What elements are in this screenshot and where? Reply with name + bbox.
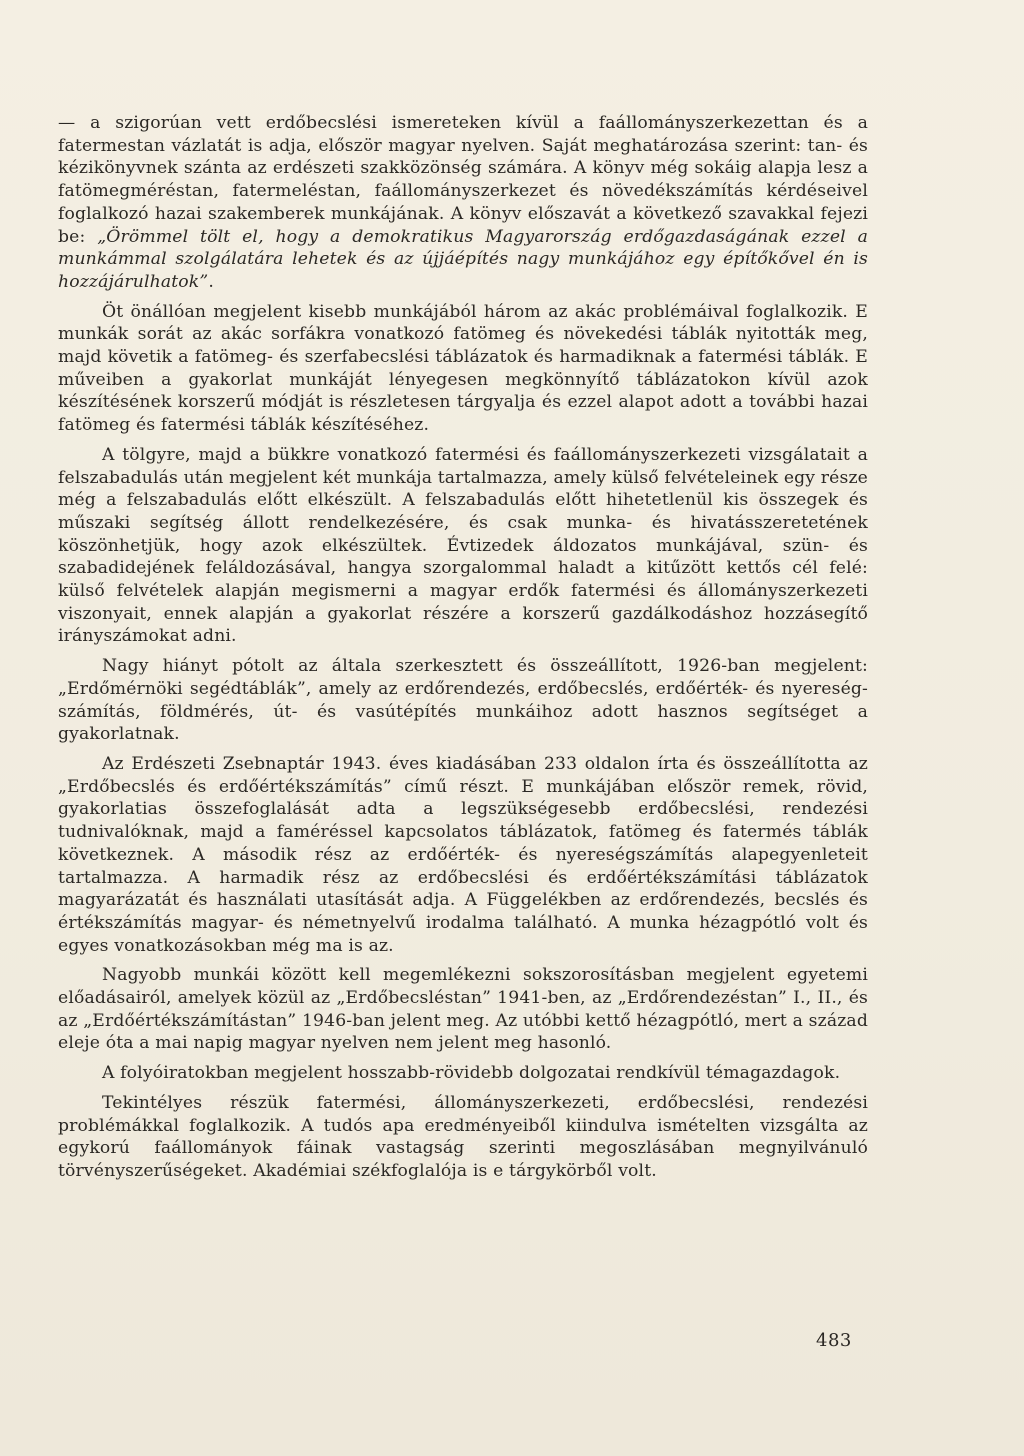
paragraph-3: A tölgyre, majd a bükkre vonatkozó fatermési és faállományszerkezeti vizsgálatait a felszabadulás után megjelent két munkája tartalmazza, amely külső felvételeinek egy része még a felszabadulás előtt elkészült. A felszabadulás előtt hihetetlenül kis összegek és műszaki segítség állott rendelkezésére, és csak munka- és hivatásszeretetének köszönhetjük, hogy azok elkészültek. Évtizedek áldozatos munkájával, szün- és szabadidejének feláldozásával, hangya szorgalommal haladt a kitűzött kettős cél felé: külső felvételek alapján megismerni a magyar erdők fatermési és állományszerkezeti viszonyait, ennek alapján a gyakorlat részére a korszerű gazdálkodáshoz hozzásegítő irányszámokat adni. bbox=[58, 444, 868, 647]
paragraph-7: A folyóiratokban megjelent hosszabb-rövidebb dolgozatai rendkívül témagazdagok. bbox=[102, 1063, 841, 1084]
paragraph-1-text: — a szigorúan vett erdőbecslési ismereteken kívül a faállományszerkezettan és a fatermestan vázlatát is adja, először magyar nyelven. Saját meghatározása szerint: tan- és kézikönyvnek szánta az erdészeti szakközönség számára. A könyv még sokáig alapja lesz a fatömegméréstan, fatermeléstan, faállományszerkezet és növedékszámítás kérdéseivel foglalkozó hazai szakemberek munkájának. A könyv előszavát a következő szavakkal fejezi be: bbox=[58, 113, 868, 247]
preface-quote: „Örömmel tölt el, hogy a demokratikus Magyarország erdőgazdaságának ezzel a munkámmal szolgálatára lehetek és az újjáépítés nagy munkájához egy építőkővel én is hozzájárulhatok” bbox=[58, 226, 868, 292]
paragraph-8: Tekintélyes részük fatermési, állományszerkezeti, erdőbecslési, rendezési problémákkal foglalkozik. A tudós apa eredményeiből kiindulva ismételten vizsgálta az egykorú faállományok fáinak vastagság szerinti megoszlásában megnyilvánuló törvényszerűségeket. Akadémiai székfoglalója is e tárgykörből volt. bbox=[58, 1092, 868, 1181]
page-number: 483 bbox=[816, 1330, 852, 1351]
paragraph-1-end: . bbox=[208, 271, 214, 292]
paragraph-1 bbox=[58, 112, 868, 294]
paragraph-5: Az Erdészeti Zsebnaptár 1943. éves kiadásában 233 oldalon írta és összeállította az „Erdőbecslés és erdőértékszámítás” című részt. E munkájában először remek, rövid, gyakorlatias összefoglalását adta a legszükségesebb erdőbecslési, rendezési tudnivalóknak, majd a faméréssel kapcsolatos táblázatok, fatömeg és fatermés táblák következnek. A második rész az erdőérték- és nyereségszámítás alapegyenleteit tartalmazza. A harmadik rész az erdőbecslési és erdőértékszámítási táblázatok magyarázatát és használati utasítását adja. A Függelékben az erdőrendezés, becslés és értékszámítás magyar- és németnyelvű irodalma található. A munka hézagpótló volt és egyes vonatkozásokban még ma is az. bbox=[58, 753, 868, 956]
paragraph-6: Nagyobb munkái között kell megemlékezni sokszorosításban megjelent egyetemi előadásairól, amelyek közül az „Erdőbecsléstan” 1941-ben, az „Erdőrendezéstan” I., II., és az „Erdőértékszámítástan” 1946-ban jelent meg. Az utóbbi kettő hézagpótló, mert a század eleje óta a mai napig magyar nyelven nem jelent meg hasonló. bbox=[58, 965, 868, 1054]
paragraph-4: Nagy hiányt pótolt az általa szerkesztett és összeállított, 1926-ban megjelent: „Erdőmérnöki segédtáblák”, amely az erdőrendezés, erdőbecslés, erdőérték- és nyereség-számítás, földmérés, út- és vasútépítés munkáihoz adott hasznos segítséget a gyakorlatnak. bbox=[58, 656, 868, 745]
body-text bbox=[58, 112, 868, 1190]
paragraph-2: Öt önállóan megjelent kisebb munkájából három az akác problémáival foglalkozik. E munkák sorát az akác sorfákra vonatkozó fatömeg és növekedési táblák nyitották meg, majd követik a fatömeg- és szerfabecslési táblázatok és harmadiknak a fatermési táblák. E műveiben a gyakorlat munkáját lényegesen megkönnyítő táblázatokon kívül azok készítésének korszerű módját is részletesen tárgyalja és ezzel alapot adott a további hazai fatömeg és fatermési táblák készítéséhez. bbox=[58, 301, 868, 436]
